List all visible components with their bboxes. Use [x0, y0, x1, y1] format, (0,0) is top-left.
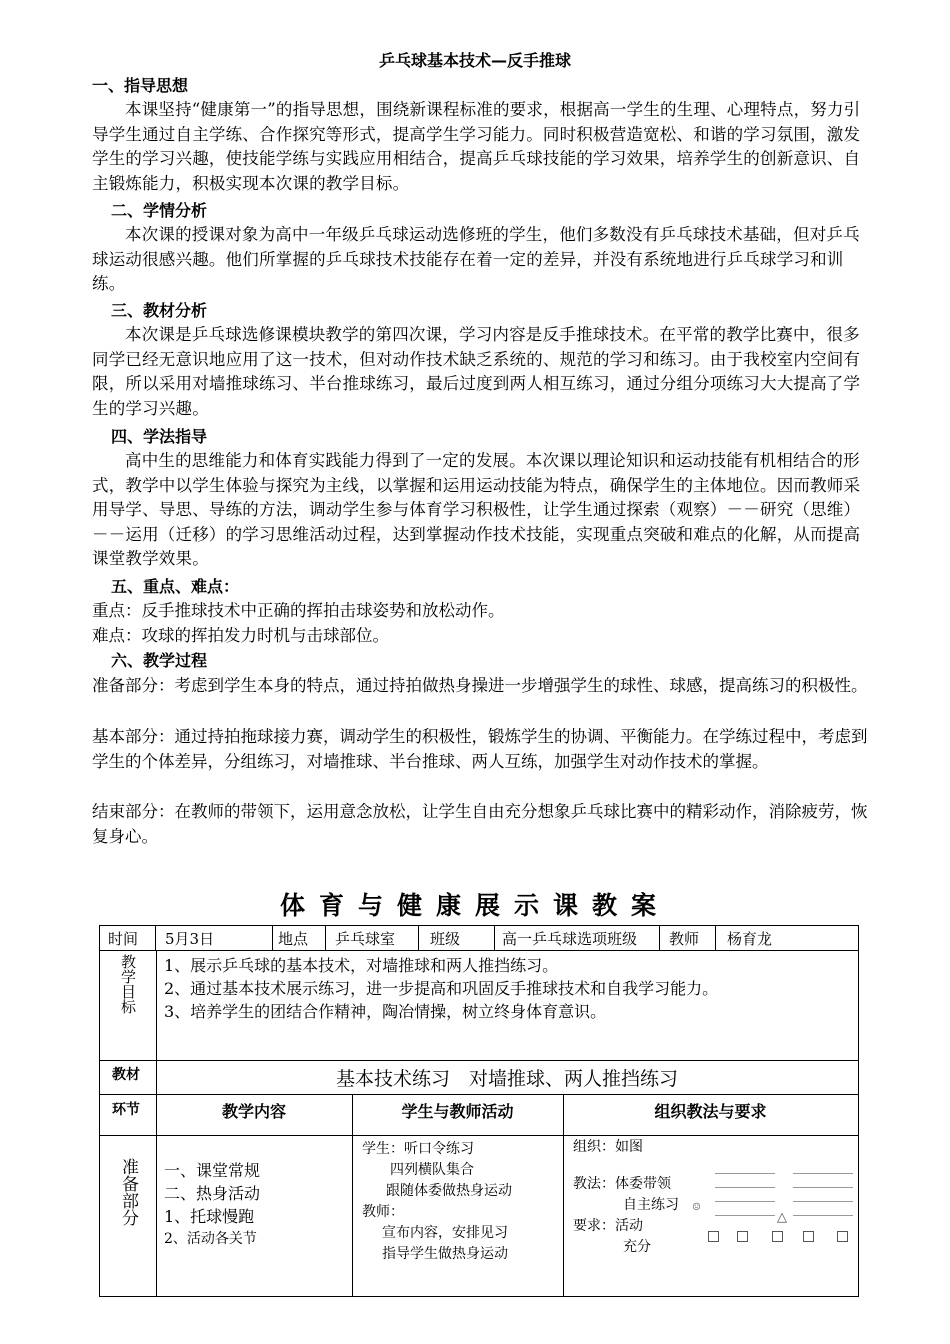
goal-item: 2、通过基本技术展示练习，进一步提高和巩固反手推球技术和自我学习能力。: [164, 979, 719, 998]
activity-item: 宣布内容，安排见习: [382, 1225, 508, 1241]
activity-item: 学生：听口令练习: [362, 1141, 474, 1157]
activity-item: 跟随体委做热身运动: [386, 1183, 512, 1199]
paragraph-study-guidance: 高中生的思维能力和体育实践能力得到了一定的发展。本次课以理论知识和运动技能有机相结合的形式，教学中以学生体验与探究为主线，以掌握和运用运动技能为特点，确保学生的主体地位。因而教师采用导学、导思、导练的方法，调动学生参与体育学习积极性，让学生通过探索（观察）－－研究（思维）－－运用（迁移）的学习思维活动过程，达到掌握动作技术技能，实现重点突破和难点的化解，从而提高课堂教学效果。: [92, 451, 861, 569]
process-prep-text: 准备部分：考虑到学生本身的特点，通过持拍做热身操进一步增强学生的球性、球感，提高练习的积极性。: [92, 676, 868, 695]
goal-item: 3、培养学生的团结合作精神，陶冶情操，树立终身体育意识。: [164, 1002, 607, 1021]
heading-study-guidance: 四、学法指导: [111, 427, 208, 446]
class-label: 班级: [430, 930, 461, 948]
formation-line: [715, 1201, 775, 1202]
teacher-value: 杨育龙: [727, 930, 773, 948]
table-rule: [100, 950, 858, 951]
square-marker-icon: [772, 1231, 783, 1242]
table-rule: [418, 926, 419, 950]
key-point-text: 重点：反手推球技术中正确的挥拍击球姿势和放松动作。: [92, 601, 505, 620]
goals-label: 教学目标: [119, 954, 137, 1014]
heading-material-analysis: 三、教材分析: [111, 301, 208, 320]
paragraph-material-analysis: 本次课是乒乓球选修课模块教学的第四次课，学习内容是反手推球技术。在平常的教学比赛中，很多同学已经无意识地应用了这一技术，但对动作技术缺乏系统的、规范的学习和练习。由于我校室内空间有限，所以采用对墙推球练习、半台推球练习，最后过度到两人相互练习，通过分组分项练习大大提高了学生的学习兴趣。: [92, 325, 861, 418]
activity-item: 教师：: [362, 1204, 404, 1220]
square-marker-icon: [737, 1231, 748, 1242]
process-basic-text: 基本部分：通过持拍拖球接力赛，调动学生的积极性，锻炼学生的协调、平衡能力。在学练过程中，考虑到学生的个体差异，分组练习，对墙推球、半台推球、两人互练，加强学生对动作技术的掌握。: [92, 727, 868, 771]
activity-item: 四列横队集合: [390, 1162, 474, 1178]
header-stage: 环节: [112, 1102, 140, 1118]
time-label: 时间: [108, 930, 139, 948]
content-item: 一、课堂常规: [164, 1161, 261, 1180]
triangle-marker-icon: △: [777, 1210, 787, 1225]
paragraph-guiding-ideology: 本课坚持“健康第一”的指导思想，围绕新课程标准的要求，根据高一学生的生理、心理特点，努力引导学生通过自主学练、合作探究等形式，提高学生学习能力。同时积极营造宽松、和谐的学习氛围，激发学生的学习兴趣，使技能学练与实践应用相结合，提高乒乓球技能的学习效果，培养学生的创新意识、自主锻炼能力，积极实现本次课的教学目标。: [92, 100, 861, 193]
prep-content-list: [164, 1159, 260, 1251]
square-marker-icon: [803, 1231, 814, 1242]
method-item: 要求：活动: [573, 1218, 643, 1234]
table-rule: [100, 1094, 858, 1095]
table-rule: [715, 926, 716, 950]
table-rule: [155, 926, 156, 950]
header-method: 组织教法与要求: [654, 1102, 767, 1121]
table-rule: [325, 926, 326, 950]
content-item: 1、托球慢跑: [164, 1207, 255, 1226]
table-rule: [156, 950, 157, 1296]
goal-item: 1、展示乒乓球的基本技术，对墙推球和两人推挡练习。: [164, 956, 559, 975]
formation-line: [793, 1215, 853, 1216]
formation-line: [715, 1215, 775, 1216]
teacher-label: 教师: [669, 930, 700, 948]
heading-key-points: 五、重点、难点：: [111, 577, 240, 596]
place-value: 乒乓球室: [335, 930, 396, 948]
table-rule: [494, 926, 495, 950]
formation-line: [715, 1173, 775, 1174]
table-rule: [563, 1094, 564, 1296]
document-title: 乒乓球基本技术—反手推球: [378, 51, 571, 70]
formation-line: [715, 1187, 775, 1188]
table-rule: [352, 1094, 353, 1296]
prep-method-list: [573, 1137, 679, 1258]
lesson-plan-table: [99, 925, 859, 1297]
place-label: 地点: [278, 930, 309, 948]
content-item: 2、活动各关节: [164, 1231, 257, 1247]
process-end-text: 结束部分：在教师的带领下，运用意念放松，让学生自由充分想象乒乓球比赛中的精彩动作，消除疲劳，恢复身心。: [92, 802, 868, 846]
stage-prep-label: 准备部分: [118, 1158, 138, 1226]
paragraph-student-analysis: 本次课的授课对象为高中一年级乒乓球运动选修班的学生，他们多数没有乒乓球技术基础，但对乒乓球运动很感兴趣。他们所掌握的乒乓球技术技能存在着一定的差异，并没有系统地进行乒乓球学习和训练。: [92, 225, 860, 294]
class-value: 高一乒乓球选项班级: [502, 930, 638, 948]
formation-line: [793, 1173, 853, 1174]
lesson-plan-title: 体育与健康展示课教案: [279, 891, 670, 920]
table-rule: [659, 926, 660, 950]
time-value: 5月3日: [165, 930, 215, 948]
header-content: 教学内容: [221, 1102, 286, 1121]
content-item: 二、热身活动: [164, 1184, 261, 1203]
table-rule: [100, 1135, 858, 1136]
header-activity: 学生与教师活动: [401, 1102, 514, 1121]
method-item: 自主练习: [623, 1197, 679, 1213]
goals-list: [164, 954, 854, 1023]
method-item: 教法：体委带领: [573, 1176, 671, 1192]
method-item: 组织：如图: [573, 1139, 643, 1155]
formation-line: [793, 1201, 853, 1202]
square-marker-icon: [708, 1231, 719, 1242]
material-label: 教材: [112, 1067, 140, 1083]
heading-student-analysis: 二、学情分析: [111, 201, 208, 220]
table-rule: [272, 926, 273, 950]
material-value: 基本技术练习 对墙推球、两人推挡练习: [335, 1068, 678, 1090]
heading-guiding-ideology: 一、指导思想: [92, 76, 189, 95]
heading-teaching-process: 六、教学过程: [111, 651, 208, 670]
difficult-point-text: 难点：攻球的挥拍发力时机与击球部位。: [92, 626, 389, 645]
method-item: 充分: [623, 1239, 651, 1255]
formation-line: [793, 1187, 853, 1188]
activity-item: 指导学生做热身运动: [382, 1246, 508, 1262]
smile-icon: ☺: [692, 1202, 701, 1213]
table-rule: [100, 1060, 858, 1061]
prep-activity-list: [362, 1139, 512, 1265]
square-marker-icon: [837, 1231, 848, 1242]
